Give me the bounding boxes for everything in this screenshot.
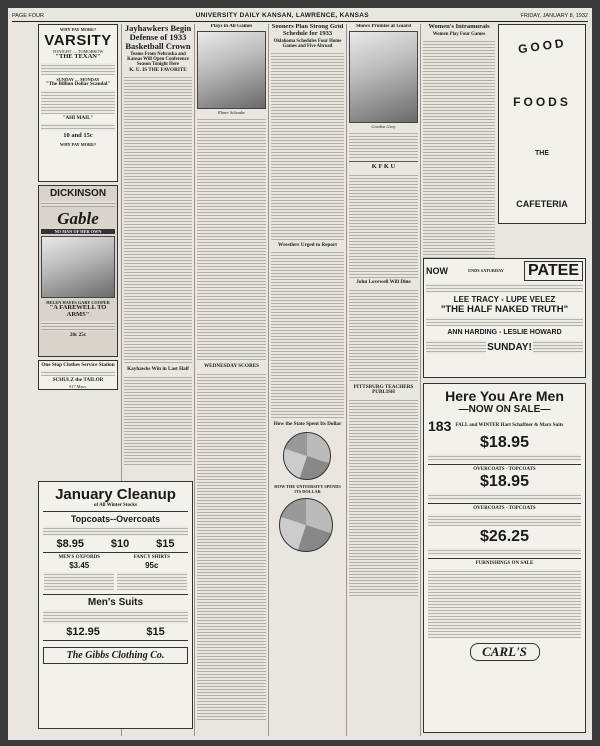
ad-headline: Here You Are Men [445, 388, 564, 404]
chart-label: HOW THE UNIVERSITY SPENDS ITS DOLLAR [274, 483, 341, 494]
film-tagline: NO MAN OF HER OWN [41, 229, 115, 234]
film-title: "A FAREWELL TO ARMS" [49, 304, 107, 319]
headline: Sooners Plan Strong Grid Schedule for 1933 [271, 24, 344, 37]
varsity-theatre-ad [38, 24, 118, 182]
headline: Kayhawks Win in Last Half [127, 366, 189, 373]
theatre-name: VARSITY [44, 32, 112, 50]
schulz-tailor-ad [38, 360, 118, 390]
good-foods-cafeteria-ad [498, 24, 586, 229]
headline: John Lovewell Will Dine [356, 279, 411, 286]
theatre-name: DICKINSON [49, 188, 107, 199]
showtime: SUNDAY — MONDAY [56, 77, 100, 83]
ad-slogan: GOOD [516, 35, 568, 57]
theatre-name: PATEE [524, 261, 583, 281]
radio-heading: K F K U [371, 163, 396, 171]
ad-text [117, 572, 187, 590]
star-name: Gable [57, 209, 99, 228]
masthead [12, 10, 588, 22]
column-rule [420, 24, 421, 736]
category-heading: FURNISHINGS ON SALE [475, 561, 534, 566]
ad-text [426, 340, 486, 354]
ad-text [43, 610, 188, 624]
article-body [124, 75, 192, 365]
dickinson-theatre-ad [38, 185, 118, 357]
price: $18.95 [480, 434, 529, 451]
article-body [271, 51, 344, 241]
page-number: PAGE FOUR [12, 12, 44, 19]
price: $3.45 [69, 561, 90, 570]
gibbs-clothing-ad [38, 481, 193, 731]
photo-caption: Gordon Gray [371, 124, 396, 130]
category-heading: OVERCOATS - TOPCOATS [473, 506, 536, 511]
headline: Women's Intramurals [428, 24, 490, 30]
article-body [349, 398, 418, 598]
headline: Plays in All Games [210, 24, 253, 29]
ad-text [41, 370, 115, 376]
cast-names: HELEN HAYES GARY COOPER [46, 300, 110, 306]
player-photo [349, 31, 418, 123]
ad-text [41, 123, 115, 131]
article-body [349, 288, 418, 383]
ad-text [426, 283, 583, 293]
ad-text [428, 569, 581, 639]
ad-slogan: WHY PAY MORE? [59, 142, 97, 148]
headline: How the State Spent Its Dollar [273, 421, 342, 428]
paper-title: UNIVERSITY DAILY KANSAN, LAWRENCE, KANSAS [195, 12, 369, 19]
player-photo [197, 31, 266, 109]
news-column-6 [423, 24, 495, 274]
ad-text [44, 572, 114, 590]
headline: PITTSBURG TEACHERS PUBLISH [353, 383, 414, 396]
photo-caption: Elmer Schaake [217, 110, 246, 116]
category-heading: Men's Suits [87, 597, 144, 608]
newspaper-page [8, 8, 592, 740]
pie-chart-state [283, 432, 331, 480]
ad-label: SUNDAY! [487, 341, 532, 353]
ad-text [428, 493, 581, 501]
ad-text [41, 90, 115, 114]
film-title: "THE TEXAN" [55, 53, 101, 61]
price: 95c [145, 561, 159, 570]
category-heading: Topcoats--Overcoats [70, 514, 161, 524]
dollar-charts [271, 428, 344, 628]
showtime: TONIGHT — TOMORROW [52, 49, 104, 55]
price: $10 [110, 538, 130, 550]
price-row [43, 538, 188, 550]
ad-headline: One Stop Clothes Service Station [41, 362, 115, 368]
store-logo: The Gibbs Clothing Co. [43, 647, 188, 664]
left-ad-column [38, 24, 118, 479]
ad-label: NOW [426, 266, 448, 276]
price: $12.95 [66, 626, 100, 638]
ad-subheadline: of All Winter Stocks [94, 503, 137, 508]
news-column-5 [349, 24, 418, 734]
issue-date: FRIDAY, JANUARY 8, 1932 [520, 12, 588, 19]
article-body [124, 375, 192, 465]
category-heading: FANCY SHIRTS [133, 555, 170, 560]
sports-column-2 [124, 24, 192, 479]
column-rule [268, 24, 269, 736]
store-logo: CARL'S [470, 643, 540, 661]
deck: Teams From Nebraska and Kansas Will Open Conference Season Tonight Here [127, 51, 189, 67]
article-body [423, 39, 495, 259]
deck: Oklahoma Schedules Four Home Games and Five Abroad [273, 38, 342, 49]
ad-text [41, 201, 115, 207]
subhead: Women Play Four Games [432, 31, 486, 37]
gibbs-ad-frame [38, 481, 193, 729]
price: $15 [156, 538, 175, 550]
ad-label: ENDS SATURDAY [468, 268, 504, 274]
store-name: SCHULZ the TAILOR [52, 377, 104, 384]
ad-text [41, 321, 115, 331]
price: $15 [146, 626, 165, 638]
price: $26.25 [480, 528, 529, 545]
article-body [271, 250, 344, 420]
patee-theatre-ad [423, 258, 586, 380]
price-row [43, 626, 188, 638]
ad-text [428, 548, 581, 556]
ad-text [428, 454, 581, 462]
film-title: "THE HALF NAKED TRUTH" [440, 304, 569, 315]
ad-text [43, 526, 188, 536]
headline: Shows Promise at Guard [355, 24, 412, 29]
ad-subheadline: —NOW ON SALE— [458, 404, 551, 415]
ticket-prices: 10 and 15c [63, 132, 93, 140]
ad-frame [423, 383, 586, 733]
ad-frame [423, 258, 586, 378]
cast-names: LEE TRACY - LUPE VELEZ [453, 295, 556, 304]
ad-text [426, 317, 583, 327]
price: $18.95 [480, 473, 529, 490]
table-title: WEDNESDAY SCORES [203, 363, 260, 370]
carls-clothing-ad [423, 383, 586, 735]
ad-text [533, 340, 583, 354]
category-heading: MEN'S OXFORDS [58, 555, 101, 560]
ad-headline: January Cleanup [55, 486, 176, 503]
pie-chart-university [279, 498, 333, 552]
ad-slogan: WHY PAY MORE? [59, 27, 97, 32]
category-row [43, 555, 188, 592]
ad-slogan: THE [535, 150, 549, 158]
sports-column-3 [197, 24, 266, 734]
ad-slogan: FOODS [513, 94, 571, 109]
article-body [349, 131, 418, 159]
category-heading: FALL and WINTER Hart Schaffner & Marx Suits [455, 423, 564, 428]
store-address: 917 Mass. [69, 383, 87, 389]
box-scores [197, 117, 266, 362]
film-title: "The Billion Dollar Scandal" [45, 81, 111, 88]
ad-text [428, 514, 581, 526]
store-name: CAFETERIA [516, 198, 568, 209]
category-heading: OVERCOATS - TOPCOATS [473, 467, 536, 472]
headline: Wrestlers Urged to Report [277, 241, 337, 248]
radio-schedule [349, 173, 418, 278]
ticket-prices: 20c 25c [69, 332, 87, 339]
ad-frame [498, 24, 586, 224]
news-column-4 [271, 24, 344, 734]
subhead: K. U. IS THE FAVORITE [129, 66, 187, 73]
price: $8.95 [56, 538, 84, 550]
suit-count: 183 [428, 418, 452, 434]
ad-text [41, 63, 115, 75]
film-title: "AHI MAIL" [62, 114, 94, 121]
film-still-photo [41, 236, 115, 298]
column-rule [346, 24, 347, 736]
cast-names: ANN HARDING - LESLIE HOWARD [447, 329, 562, 336]
box-scores [197, 372, 266, 722]
column-rule [194, 24, 195, 736]
headline: Jayhawkers Begin Defense of 1933 Basketball Crown [124, 24, 192, 51]
